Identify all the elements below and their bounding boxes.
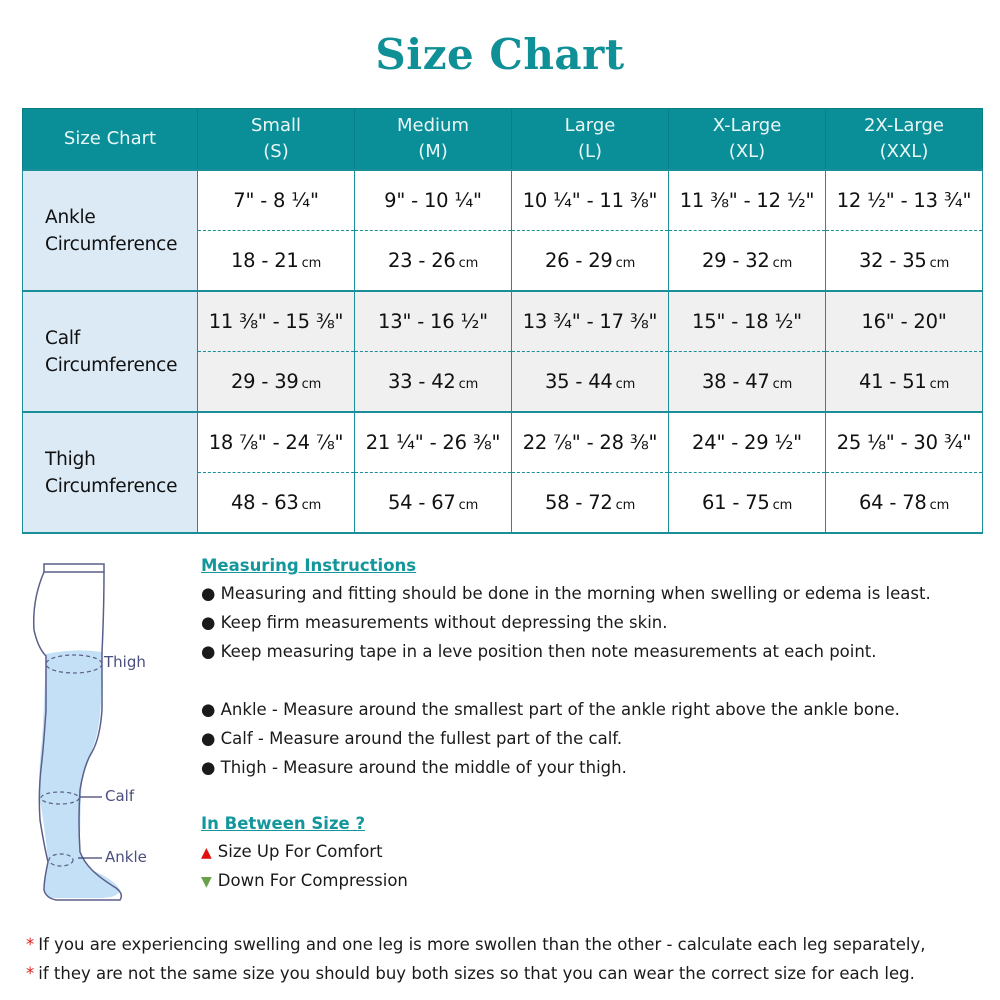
cm-value: 18 - 21: [230, 249, 299, 272]
instructions-heading: Measuring Instructions: [201, 556, 417, 575]
ankle-label: Ankle: [105, 848, 147, 866]
cm-unit: cm: [929, 498, 950, 513]
footnote: [26, 959, 986, 988]
cell-inches: 13" - 16 ½": [355, 291, 512, 352]
cm-value: 29 - 39: [230, 370, 299, 393]
cell-cm: [512, 473, 669, 534]
cm-unit: cm: [301, 377, 322, 392]
cm-unit: cm: [929, 256, 950, 271]
cm-unit: cm: [615, 377, 636, 392]
size-chart-table: [22, 108, 983, 534]
instruction-item: ● Calf - Measure around the fullest part of the calf.: [201, 729, 623, 748]
cm-value: 48 - 63: [230, 491, 299, 514]
leg-measurement-illustration: [20, 560, 170, 910]
cell-cm: [355, 231, 512, 292]
cell-cm: [198, 231, 355, 292]
column-abbr: (S): [263, 141, 289, 162]
row-label-line: Circumference: [45, 233, 178, 255]
column-header-large: [512, 109, 669, 171]
cm-value: 35 - 44: [544, 370, 613, 393]
column-header-2x-large: [826, 109, 983, 171]
column-name: Small: [251, 115, 301, 136]
cell-inches: 11 ⅜" - 12 ½": [669, 170, 826, 231]
leg-stocking-icon: [20, 560, 170, 910]
row-label-calf: [23, 291, 198, 412]
cm-value: 23 - 26: [387, 249, 456, 272]
footnotes: [26, 930, 986, 988]
cell-cm: [826, 473, 983, 534]
instruction-item: ● Ankle - Measure around the smallest part of the ankle right above the ankle bone.: [201, 700, 900, 719]
table-corner-header: Size Chart: [23, 109, 198, 171]
column-header-medium: [355, 109, 512, 171]
cm-unit: cm: [458, 256, 479, 271]
cm-value: 61 - 75: [701, 491, 770, 514]
size-up-text: Size Up For Comfort: [217, 842, 383, 861]
cell-cm: [669, 473, 826, 534]
cell-cm: [512, 231, 669, 292]
cm-value: 38 - 47: [701, 370, 770, 393]
column-name: Large: [564, 115, 616, 136]
cell-cm: [669, 231, 826, 292]
cell-cm: [826, 231, 983, 292]
cell-inches: 9" - 10 ¼": [355, 170, 512, 231]
cell-inches: 10 ¼" - 11 ⅜": [512, 170, 669, 231]
instruction-item: ● Measuring and fitting should be done in the morning when swelling or edema is least.: [201, 584, 931, 603]
cm-value: 58 - 72: [544, 491, 613, 514]
cm-unit: cm: [929, 377, 950, 392]
cell-inches: 12 ½" - 13 ¾": [826, 170, 983, 231]
asterisk-icon: *: [26, 935, 35, 954]
column-name: X-Large: [712, 115, 782, 136]
spacer: [201, 666, 981, 695]
cm-value: 54 - 67: [387, 491, 456, 514]
cm-value: 33 - 42: [387, 370, 456, 393]
size-down-tip: [201, 866, 981, 895]
cell-inches: 25 ⅛" - 30 ¾": [826, 412, 983, 473]
cm-unit: cm: [458, 498, 479, 513]
cell-inches: 21 ¼" - 26 ⅜": [355, 412, 512, 473]
instruction-item: ● Thigh - Measure around the middle of your thigh.: [201, 758, 627, 777]
measuring-instructions: [201, 553, 981, 895]
page-title: Size Chart: [375, 30, 625, 79]
cell-inches: 18 ⅞" - 24 ⅞": [198, 412, 355, 473]
cell-inches: 15" - 18 ½": [669, 291, 826, 352]
column-header-x-large: [669, 109, 826, 171]
cm-value: 41 - 51: [858, 370, 927, 393]
table-row-thigh-inches: [23, 412, 983, 473]
size-up-tip: [201, 837, 981, 866]
cm-value: 29 - 32: [701, 249, 770, 272]
cm-unit: cm: [615, 498, 636, 513]
cm-unit: cm: [772, 498, 793, 513]
cell-cm: [355, 352, 512, 413]
triangle-up-icon: ▲: [201, 845, 212, 861]
row-label-thigh: [23, 412, 198, 533]
footnote: [26, 930, 986, 959]
cm-value: 64 - 78: [858, 491, 927, 514]
triangle-down-icon: ▼: [201, 874, 212, 890]
cell-cm: [198, 352, 355, 413]
column-header-small: [198, 109, 355, 171]
cm-unit: cm: [772, 377, 793, 392]
column-abbr: (M): [418, 141, 448, 162]
table-row-calf-inches: [23, 291, 983, 352]
row-label-line: Ankle: [45, 206, 96, 228]
column-abbr: (XL): [728, 141, 766, 162]
column-abbr: (L): [577, 141, 603, 162]
cell-inches: 16" - 20": [826, 291, 983, 352]
row-label-line: Circumference: [45, 354, 178, 376]
spacer: [201, 782, 981, 811]
table-header-row: [23, 109, 983, 171]
cell-cm: [826, 352, 983, 413]
asterisk-icon: *: [26, 964, 35, 983]
in-between-size-heading: In Between Size ?: [201, 814, 366, 833]
cell-inches: 22 ⅞" - 28 ⅜": [512, 412, 669, 473]
thigh-label: Thigh: [104, 653, 146, 671]
cell-inches: 13 ¾" - 17 ⅜": [512, 291, 669, 352]
cm-unit: cm: [772, 256, 793, 271]
cm-unit: cm: [615, 256, 636, 271]
cell-cm: [669, 352, 826, 413]
cell-cm: [512, 352, 669, 413]
cm-value: 26 - 29: [544, 249, 613, 272]
cm-unit: cm: [458, 377, 479, 392]
cm-unit: cm: [301, 256, 322, 271]
row-label-line: Thigh: [45, 448, 96, 470]
instruction-item: ● Keep firm measurements without depressing the skin.: [201, 613, 668, 632]
table-row-ankle-inches: [23, 170, 983, 231]
column-abbr: (XXL): [879, 141, 929, 162]
row-label-ankle: [23, 170, 198, 291]
cell-inches: 24" - 29 ½": [669, 412, 826, 473]
cm-unit: cm: [301, 498, 322, 513]
footnote-text: If you are experiencing swelling and one leg is more swollen than the other - calculate each leg separately,: [38, 935, 926, 954]
cell-cm: [198, 473, 355, 534]
calf-label: Calf: [105, 787, 135, 805]
cell-inches: 11 ⅜" - 15 ⅜": [198, 291, 355, 352]
cell-cm: [355, 473, 512, 534]
size-down-text: Down For Compression: [217, 871, 408, 890]
row-label-line: Circumference: [45, 475, 178, 497]
column-name: Medium: [397, 115, 469, 136]
footnote-text: if they are not the same size you should buy both sizes so that you can wear the correct size for each leg.: [38, 964, 915, 983]
instruction-item: ● Keep measuring tape in a leve position then note measurements at each point.: [201, 642, 877, 661]
cell-inches: 7" - 8 ¼": [198, 170, 355, 231]
row-label-line: Calf: [45, 327, 81, 349]
cm-value: 32 - 35: [858, 249, 927, 272]
column-name: 2X-Large: [863, 115, 945, 136]
